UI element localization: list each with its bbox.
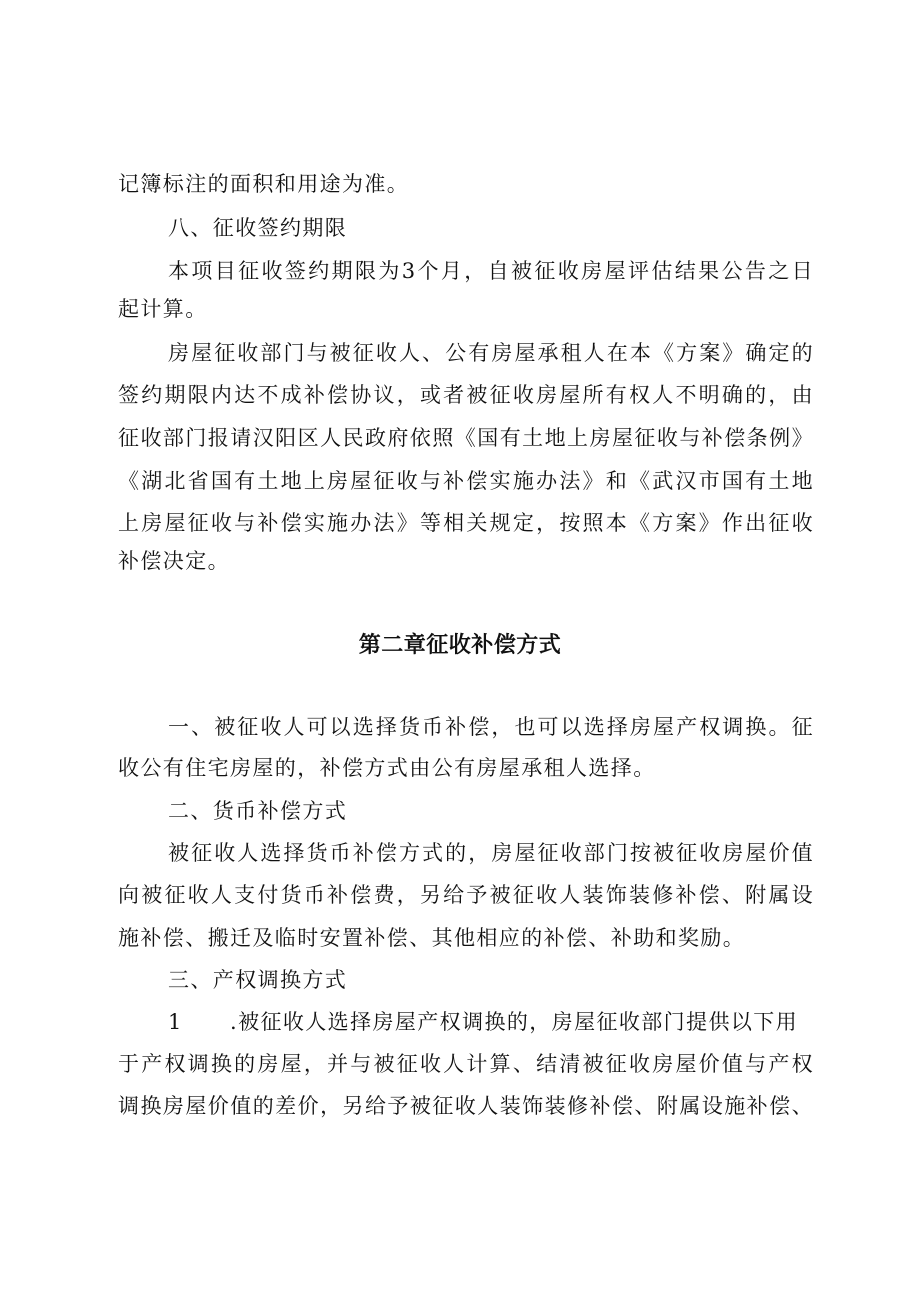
paragraph-line: 被征收人选择货币补偿方式的，房屋征收部门按被征收房屋价值 [168,841,814,865]
section-heading-3: 三、产权调换方式 [168,968,348,992]
paragraph-line: 上房屋征收与补偿实施办法》等相关规定，按照本《方案》作出征收 [118,511,814,535]
paragraph-line: 征收部门报请汉阳区人民政府依照《国有土地上房屋征收与补偿条例》 [118,426,814,450]
chapter-title: 第二章征收补偿方式 [358,633,562,658]
continuation-line: 记簿标注的面积和用途为准。 [118,172,410,196]
paragraph-line: 于产权调换的房屋，并与被征收人计算、结清被征收房屋价值与产权 [118,1052,814,1076]
paragraph-line: 向被征收人支付货币补偿费，另给予被征收人装饰装修补偿、附属设 [118,883,814,907]
paragraph-line: 补偿决定。 [118,549,230,573]
numbered-paragraph-line [168,1008,814,1036]
paragraph-line: 调换房屋价值的差价，另给予被征收人装饰装修补偿、附属设施补偿、 [118,1094,814,1118]
section-heading-8: 八、征收签约期限 [168,216,348,240]
paragraph-line: 本项目征收签约期限为3个月，自被征收房屋评估结果公告之日 [168,259,814,283]
paragraph-line: 施补偿、搬迁及临时安置补偿、其他相应的补偿、补助和奖励。 [118,926,746,950]
item-number: 1 [168,1010,183,1034]
paragraph-line: 签约期限内达不成补偿协议，或者被征收房屋所有权人不明确的，由 [118,383,814,407]
paragraph-line: 收公有住宅房屋的，补偿方式由公有房屋承租人选择。 [118,756,656,780]
section-heading-2: 二、货币补偿方式 [168,799,348,823]
paragraph-line: 起计算。 [118,297,208,321]
paragraph-line: 房屋征收部门与被征收人、公有房屋承租人在本《方案》确定的 [168,341,814,365]
paragraph-line: 一、被征收人可以选择货币补偿，也可以选择房屋产权调换。征 [168,715,814,739]
item-text: .被征收人选择房屋产权调换的，房屋征收部门提供以下用 [230,1010,799,1034]
paragraph-line: 《湖北省国有土地上房屋征收与补偿实施办法》和《武汉市国有土地 [118,469,814,493]
